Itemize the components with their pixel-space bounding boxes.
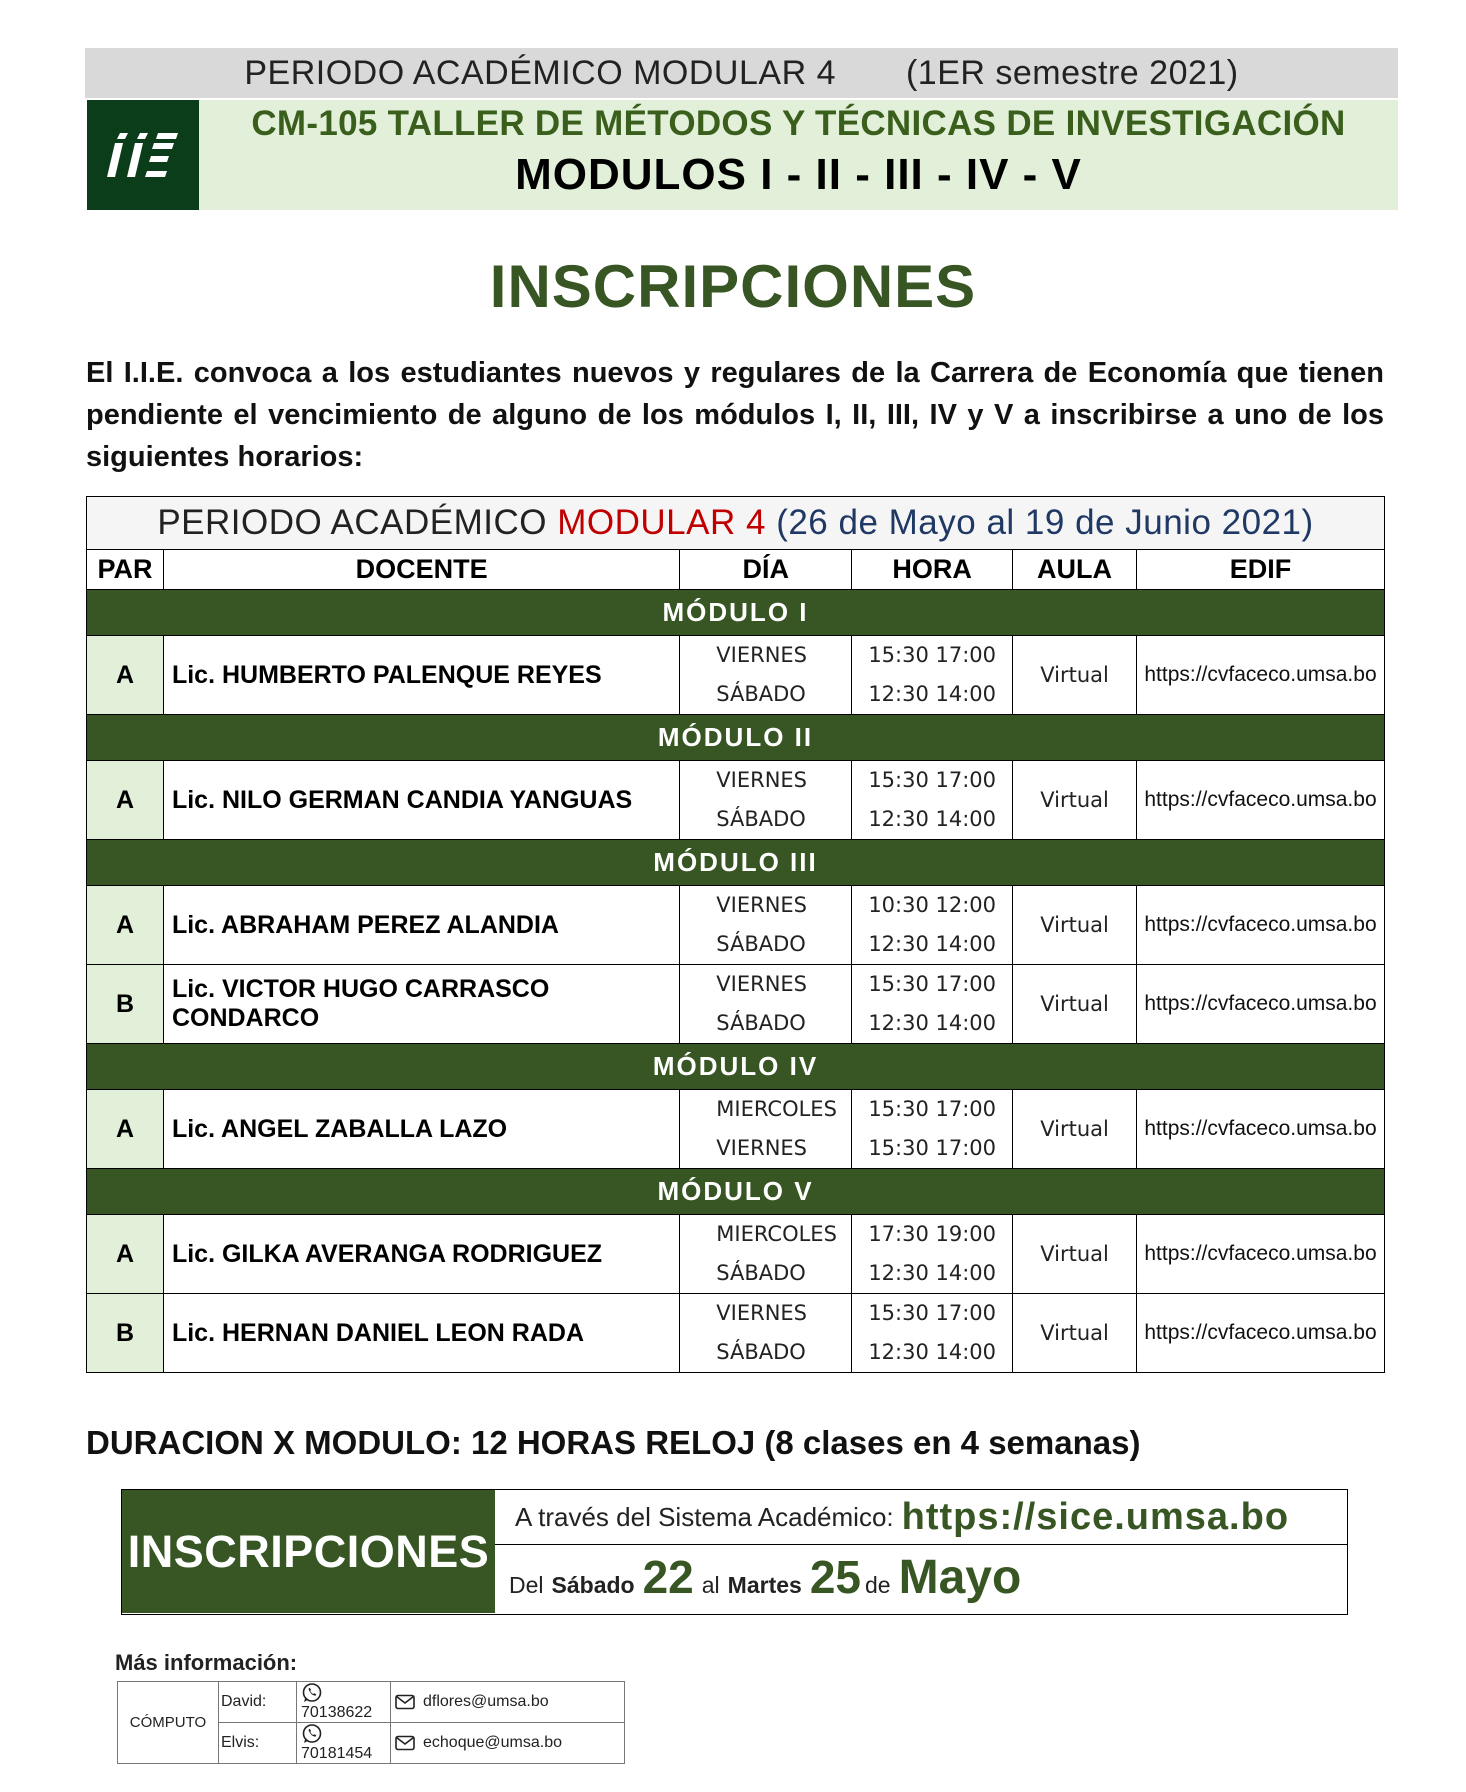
hora-value: 15:30 17:00	[868, 643, 997, 667]
table-row	[87, 1294, 1385, 1373]
period-banner-left: PERIODO ACADÉMICO MODULAR 4	[244, 53, 836, 92]
hora-value: 12:30 14:00	[868, 807, 997, 831]
schedule-table	[86, 496, 1385, 1373]
dates-del: Del	[509, 1572, 544, 1598]
par-cell: A	[87, 1090, 164, 1169]
hora-cell	[852, 636, 1013, 715]
hora-value: 15:30 17:00	[868, 1097, 997, 1121]
registration-via-text: A través del Sistema Académico:	[515, 1501, 894, 1532]
schedule-period-a: PERIODO ACADÉMICO	[157, 503, 558, 542]
whatsapp-icon	[301, 1723, 323, 1745]
contact-phone	[297, 1682, 391, 1723]
module-title: MÓDULO IV	[87, 1044, 1385, 1090]
dia-cell	[680, 1294, 852, 1373]
dia-cell	[680, 761, 852, 840]
aula-cell: Virtual	[1013, 1090, 1137, 1169]
dates-day2-number: 25	[809, 1551, 861, 1603]
docente-cell: Lic. ABRAHAM PEREZ ALANDIA	[163, 886, 679, 965]
contact-row	[118, 1682, 625, 1723]
column-header: DÍA	[680, 550, 852, 590]
module-header-row	[87, 1169, 1385, 1215]
edif-link[interactable]: https://cvfaceco.umsa.bo	[1137, 636, 1385, 715]
modules-line: MODULOS I - II - III - IV - V	[515, 150, 1082, 199]
docente-cell: Lic. GILKA AVERANGA RODRIGUEZ	[163, 1215, 679, 1294]
hora-value: 17:30 19:00	[868, 1222, 997, 1246]
aula-cell: Virtual	[1013, 1215, 1137, 1294]
contact-name: Elvis:	[219, 1723, 297, 1764]
docente-cell: Lic. ANGEL ZABALLA LAZO	[163, 1090, 679, 1169]
course-header	[87, 100, 1398, 210]
hora-value: 12:30 14:00	[868, 1340, 997, 1364]
docente-cell: Lic. HUMBERTO PALENQUE REYES	[163, 636, 679, 715]
hora-cell	[852, 1215, 1013, 1294]
registration-box	[121, 1489, 1348, 1615]
period-banner-right: (1ER semestre 2021)	[905, 53, 1239, 92]
hora-value: 10:30 12:00	[868, 893, 997, 917]
duration-note: DURACION X MODULO: 12 HORAS RELOJ (8 clases en 4 semanas)	[86, 1424, 1141, 1461]
column-header: HORA	[852, 550, 1013, 590]
docente-cell: Lic. NILO GERMAN CANDIA YANGUAS	[163, 761, 679, 840]
aula-cell: Virtual	[1013, 761, 1137, 840]
hora-value: 15:30 17:00	[868, 1301, 997, 1325]
hora-value: 15:30 17:00	[868, 972, 997, 996]
hora-cell	[852, 1090, 1013, 1169]
table-row	[87, 636, 1385, 715]
aula-cell: Virtual	[1013, 636, 1137, 715]
course-title: CM-105 TALLER DE MÉTODOS Y TÉCNICAS DE INVESTIGACIÓN	[251, 104, 1346, 143]
contact-email	[391, 1723, 625, 1764]
table-row	[87, 886, 1385, 965]
dia-cell	[680, 636, 852, 715]
contact-email	[391, 1682, 625, 1723]
dia-value: SÁBADO	[716, 1261, 806, 1285]
page-title: INSCRIPCIONES	[489, 253, 977, 320]
aula-cell: Virtual	[1013, 965, 1137, 1044]
dates-month: Mayo	[898, 1551, 1022, 1604]
iie-logo	[87, 100, 199, 210]
hora-cell	[852, 1294, 1013, 1373]
period-banner	[85, 48, 1398, 98]
whatsapp-icon	[301, 1682, 323, 1704]
module-header-row	[87, 1044, 1385, 1090]
dia-cell	[680, 1215, 852, 1294]
par-cell: A	[87, 1215, 164, 1294]
dia-value: VIERNES	[716, 972, 808, 996]
docente-cell: Lic. VICTOR HUGO CARRASCO CONDARCO	[163, 965, 679, 1044]
dates-day2-name: Martes	[727, 1572, 802, 1598]
hora-cell	[852, 761, 1013, 840]
contact-phone-number: 70181454	[301, 1745, 373, 1762]
contact-name: David:	[219, 1682, 297, 1723]
dia-value: VIERNES	[716, 768, 808, 792]
dates-al: al	[701, 1572, 720, 1598]
dates-day1-number: 22	[642, 1551, 694, 1603]
mail-icon	[395, 1694, 415, 1710]
dia-value: SÁBADO	[716, 1340, 806, 1364]
par-cell: B	[87, 965, 164, 1044]
edif-link[interactable]: https://cvfaceco.umsa.bo	[1137, 761, 1385, 840]
contact-table	[117, 1681, 625, 1764]
hora-value: 15:30 17:00	[868, 768, 997, 792]
iie-logo-icon	[106, 125, 180, 185]
hora-value: 15:30 17:00	[868, 1136, 997, 1160]
edif-link[interactable]: https://cvfaceco.umsa.bo	[1137, 886, 1385, 965]
edif-link[interactable]: https://cvfaceco.umsa.bo	[1137, 1215, 1385, 1294]
column-header: AULA	[1013, 550, 1137, 590]
registration-label: INSCRIPCIONES	[122, 1490, 495, 1613]
contact-email-link[interactable]: dflores@umsa.bo	[423, 1693, 549, 1710]
hora-value: 12:30 14:00	[868, 932, 997, 956]
contact-email-link[interactable]: echoque@umsa.bo	[423, 1734, 562, 1751]
dia-value: SÁBADO	[716, 682, 806, 706]
dia-cell	[680, 965, 852, 1044]
table-row	[87, 965, 1385, 1044]
module-title: MÓDULO V	[87, 1169, 1385, 1215]
module-header-row	[87, 590, 1385, 636]
module-title: MÓDULO I	[87, 590, 1385, 636]
mail-icon	[395, 1735, 415, 1751]
module-header-row	[87, 840, 1385, 886]
hora-value: 12:30 14:00	[868, 1261, 997, 1285]
aula-cell: Virtual	[1013, 1294, 1137, 1373]
dia-value: SÁBADO	[716, 807, 806, 831]
table-row	[87, 761, 1385, 840]
schedule-header-row	[87, 550, 1385, 590]
dia-value: VIERNES	[716, 1136, 808, 1160]
contact-phone	[297, 1723, 391, 1764]
hora-value: 12:30 14:00	[868, 682, 997, 706]
schedule-period	[87, 497, 1385, 550]
par-cell: A	[87, 886, 164, 965]
column-header: DOCENTE	[163, 550, 679, 590]
docente-cell: Lic. HERNAN DANIEL LEON RADA	[163, 1294, 679, 1373]
dia-cell	[680, 1090, 852, 1169]
dia-value: VIERNES	[716, 1301, 808, 1325]
aula-cell: Virtual	[1013, 886, 1137, 965]
par-cell: A	[87, 761, 164, 840]
schedule-period-c: (26 de Mayo al 19 de Junio 2021)	[776, 503, 1314, 542]
contact-phone-number: 70138622	[301, 1704, 373, 1721]
edif-link[interactable]: https://cvfaceco.umsa.bo	[1137, 1090, 1385, 1169]
table-row	[87, 1090, 1385, 1169]
more-info-title: Más información:	[115, 1650, 298, 1675]
column-header: EDIF	[1137, 550, 1385, 590]
dia-value: MIERCOLES	[716, 1222, 837, 1246]
par-cell: B	[87, 1294, 164, 1373]
table-row	[87, 1215, 1385, 1294]
schedule-period-b: MODULAR 4	[557, 503, 766, 542]
dia-value: SÁBADO	[716, 1011, 806, 1035]
dates-day1-name: Sábado	[551, 1572, 635, 1598]
dia-value: VIERNES	[716, 893, 808, 917]
dia-cell	[680, 886, 852, 965]
dia-value: VIERNES	[716, 643, 808, 667]
schedule-period-row	[87, 497, 1385, 550]
registration-url-link[interactable]: https://sice.umsa.bo	[901, 1495, 1290, 1538]
edif-link[interactable]: https://cvfaceco.umsa.bo	[1137, 965, 1385, 1044]
column-header: PAR	[87, 550, 164, 590]
dia-value: MIERCOLES	[716, 1097, 837, 1121]
hora-cell	[852, 886, 1013, 965]
module-title: MÓDULO II	[87, 715, 1385, 761]
registration-dates-row	[495, 1546, 1347, 1613]
dates-de: de	[865, 1572, 891, 1598]
edif-link[interactable]: https://cvfaceco.umsa.bo	[1137, 1294, 1385, 1373]
hora-cell	[852, 965, 1013, 1044]
module-header-row	[87, 715, 1385, 761]
module-title: MÓDULO III	[87, 840, 1385, 886]
dia-value: SÁBADO	[716, 932, 806, 956]
intro-paragraph: El I.I.E. convoca a los estudiantes nuevos y regulares de la Carrera de Economía que tienen pendiente el vencimiento de alguno de los módulos I, II, III, IV y V a inscribirse a uno de los siguientes horarios:	[86, 357, 1384, 473]
par-cell: A	[87, 636, 164, 715]
contact-section-label: CÓMPUTO	[118, 1682, 219, 1764]
registration-system-row	[495, 1490, 1347, 1545]
hora-value: 12:30 14:00	[868, 1011, 997, 1035]
